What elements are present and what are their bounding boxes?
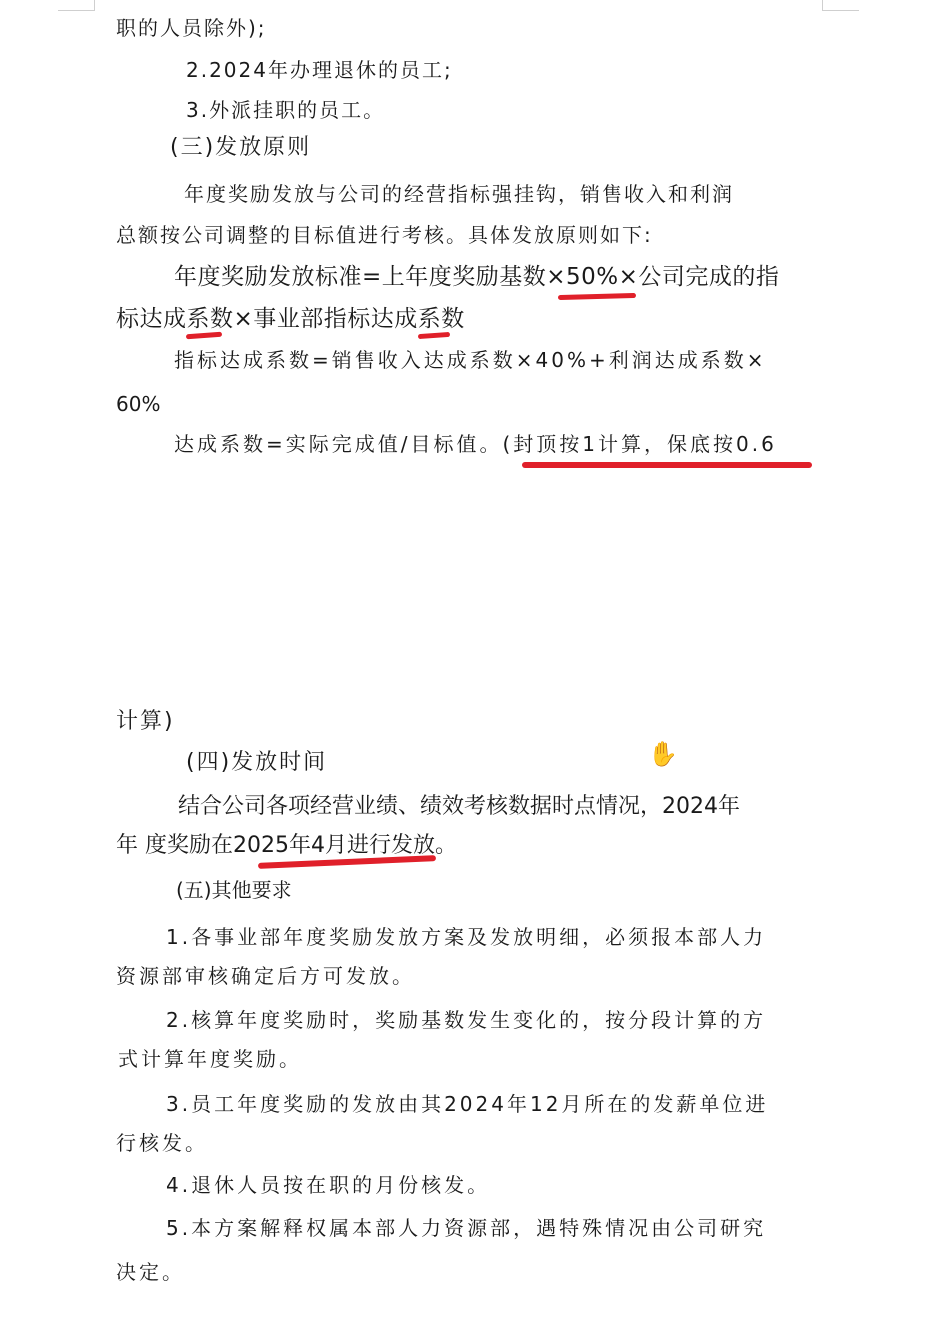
page-corner-mark-right [822, 0, 859, 11]
text-line-17: 1.各事业部年度奖励发放方案及发放明细，必须报本部人力 [166, 925, 767, 949]
formula-line-1: 年度奖励发放标准=上年度奖励基数×50%×公司完成的指 [174, 264, 780, 290]
text-line-6: 总额按公司调整的目标值进行考核。具体发放原则如下: [116, 223, 653, 247]
text-line-11: 达成系数=实际完成值/目标值。(封顶按1计算，保底按0.6 [174, 432, 777, 456]
section-heading-4: (四)发放时间 [186, 750, 328, 775]
red-underline-xishu-1 [186, 332, 222, 339]
text-line-1: 职的人员除外); [116, 16, 267, 40]
text-line-15: 年 度奖励在2025年4月进行发放。 [116, 833, 457, 858]
text-line-24: 5.本方案解释权属本部人力资源部，遇特殊情况由公司研究 [166, 1216, 767, 1240]
text-line-22: 行核发。 [116, 1131, 208, 1155]
text-line-2: 2.2024年办理退休的员工; [186, 58, 453, 82]
red-underline-cap-floor [522, 462, 812, 468]
text-line-23: 4.退休人员按在职的月份核发。 [166, 1173, 491, 1197]
hand-pointer-icon: ✋ [648, 740, 678, 768]
text-line-12: 计算) [116, 709, 175, 734]
text-line-14: 结合公司各项经营业绩、绩效考核数据时点情况，2024年 [178, 794, 740, 819]
text-line-20: 式计算年度奖励。 [118, 1047, 302, 1071]
text-line-5: 年度奖励发放与公司的经营指标强挂钩，销售收入和利润 [184, 182, 734, 206]
red-underline-xishu-2 [418, 332, 450, 339]
text-line-19: 2.核算年度奖励时，奖励基数发生变化的，按分段计算的方 [166, 1008, 767, 1032]
text-line-21: 3.员工年度奖励的发放由其2024年12月所在的发薪单位进 [166, 1092, 769, 1116]
text-line-25: 决定。 [116, 1260, 185, 1284]
text-line-10: 60% [116, 392, 161, 416]
section-heading-3: (三)发放原则 [170, 135, 312, 160]
text-line-3: 3.外派挂职的员工。 [186, 98, 386, 122]
text-line-18: 资源部审核确定后方可发放。 [116, 964, 415, 988]
text-line-9: 指标达成系数=销售收入达成系数×40%+利润达成系数× [174, 348, 767, 372]
page-corner-mark-left [58, 0, 95, 11]
section-heading-5: (五)其他要求 [176, 878, 292, 902]
red-underline-50pct [558, 293, 636, 300]
formula-line-2: 标达成系数×事业部指标达成系数 [116, 306, 465, 332]
